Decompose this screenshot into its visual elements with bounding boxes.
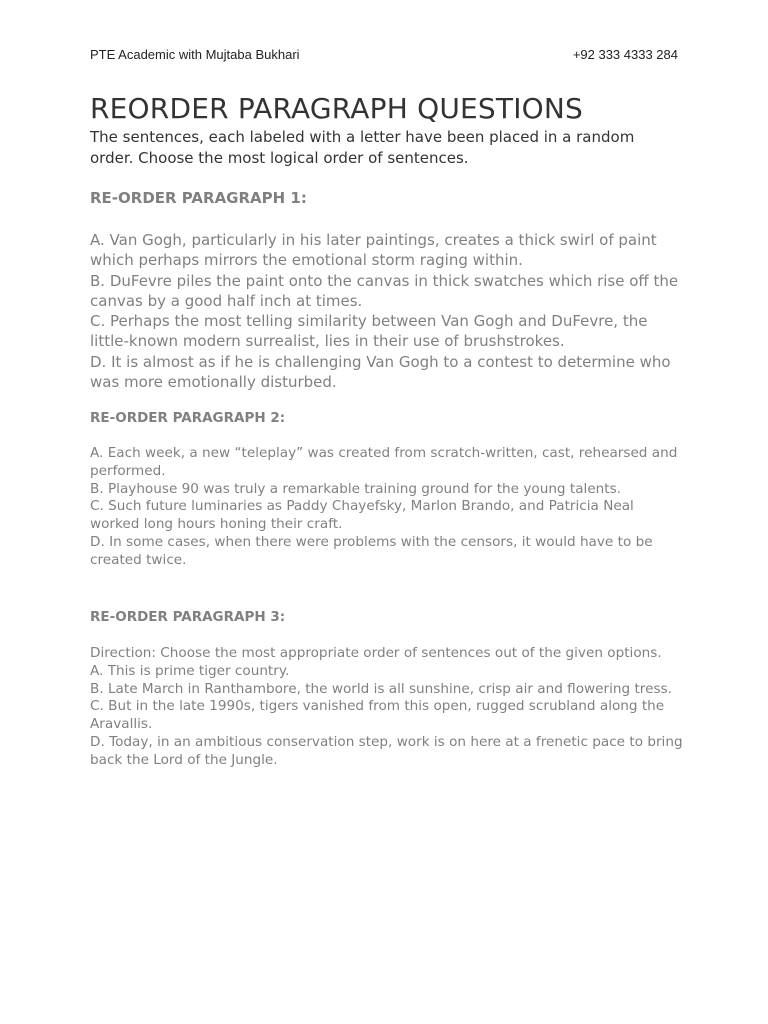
section-2-item-a: A. Each week, a new “teleplay” was created from scratch-written, cast, rehearsed and performed.: [90, 445, 678, 479]
section-3-item-c: C. But in the late 1990s, tigers vanished from this open, rugged scrubland along the Aravallis.: [90, 698, 665, 733]
section-1-item-b: B. DuFevre piles the paint onto the canvas in thick swatches which rise off the canvas by a good half inch at times.: [90, 271, 679, 310]
section-3-item-a: A. This is prime tiger country.: [90, 662, 290, 679]
header-phone: +92 333 4333 284: [572, 47, 678, 62]
section-1-items: [90, 230, 685, 392]
intro-text: The sentences, each labeled with a letter have been placed in a random order. Choose the most logical order of sentences.: [90, 128, 635, 167]
section-3-direction: Direction: Choose the most appropriate order of sentences out of the given options.: [90, 645, 662, 661]
section-3-items: [90, 645, 685, 770]
section-2-items: [90, 445, 685, 570]
section-3-item-d: D. Today, in an ambitious conservation step, work is on here at a frenetic pace to bring back the Lord of the Jungle.: [90, 733, 683, 768]
section-1-item-a: A. Van Gogh, particularly in his later paintings, creates a thick swirl of paint which perhaps mirrors the emotional storm raging within.: [90, 231, 657, 270]
section-2-item-c: C. Such future luminaries as Paddy Chayefsky, Marlon Brando, and Patricia Neal worked long hours honing their craft.: [90, 498, 634, 533]
section-3-heading: RE-ORDER PARAGRAPH 3:: [90, 609, 286, 625]
header-author: PTE Academic with Mujtaba Bukhari: [90, 47, 300, 62]
page-header: [90, 47, 678, 62]
section-1-item-c: C. Perhaps the most telling similarity between Van Gogh and DuFevre, the little-known modern surrealist, lies in their use of brushstrokes.: [90, 312, 648, 351]
section-1-item-d: D. It is almost as if he is challenging Van Gogh to a contest to determine who was more emotionally disturbed.: [90, 352, 671, 392]
section-2-item-b: B. Playhouse 90 was truly a remarkable training ground for the young talents.: [90, 480, 622, 497]
section-2-heading: RE-ORDER PARAGRAPH 2:: [90, 410, 286, 426]
section-3-item-b: B. Late March in Ranthambore, the world is all sunshine, crisp air and flowering tress.: [90, 680, 672, 697]
section-1-heading: RE-ORDER PARAGRAPH 1:: [90, 189, 307, 207]
page-title: REORDER PARAGRAPH QUESTIONS: [90, 92, 584, 125]
section-2-item-d: D. In some cases, when there were problems with the censors, it would have to be created twice.: [90, 533, 653, 568]
